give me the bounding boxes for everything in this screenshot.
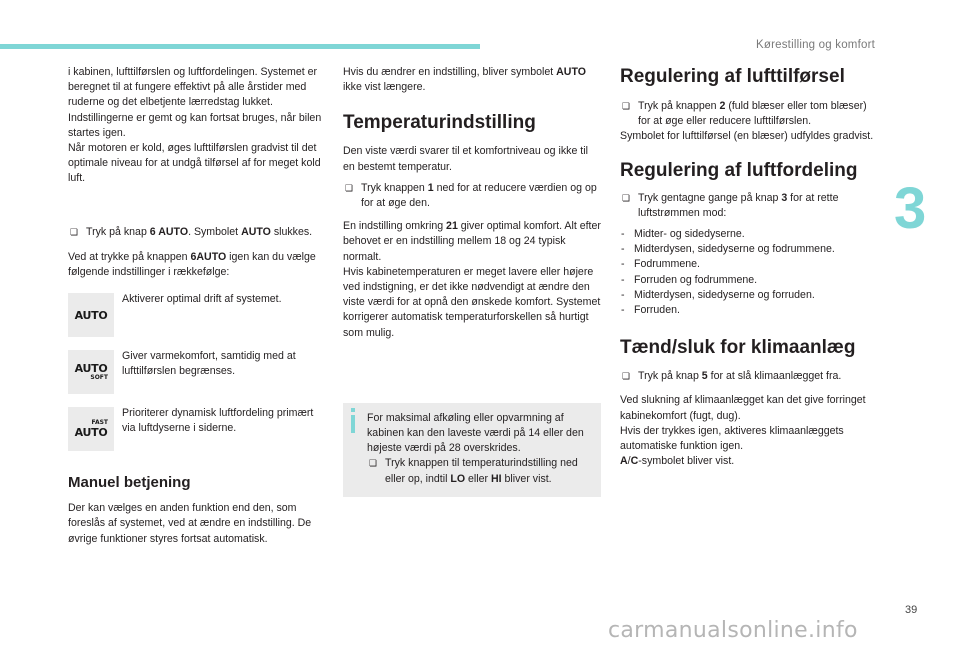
ac-symbol-text: A/C-symbolet bliver vist. xyxy=(620,455,735,468)
manual-text: Der kan vælges en anden funktion end den, som foreslås af systemet, ved at ændre en indstilling. De øvrige funktioner styres fortsat automatisk. xyxy=(68,502,312,545)
step-air: ❏ Tryk på knappen 2 (fuld blæser eller tom blæser) for at øge eller reducere lufttilførslen. xyxy=(622,100,867,128)
air-symbol-text: Symbolet for lufttilførsel (en blæser) udfyldes gradvist. xyxy=(620,130,874,143)
column-left xyxy=(68,65,326,547)
mode-auto xyxy=(68,292,326,337)
mode-description: Aktiverer optimal drift af systemet. xyxy=(122,293,282,306)
step-arrow-icon: ❏ xyxy=(70,226,79,237)
step-arrow-icon: ❏ xyxy=(622,371,631,382)
ac-heading: Tænd/sluk for klimaanlæg xyxy=(620,337,856,359)
auto-button-icon: AUTO xyxy=(68,293,114,337)
setting-text: En indstilling omkring 21 giver optimal komfort. Alt efter behovet er en indstilling mellem 18 og 24 typisk normalt. xyxy=(343,220,601,263)
list-item: - Midter- og sidedyserne. xyxy=(620,227,876,242)
page-number: 39 xyxy=(905,604,918,616)
info-text: For maksimal afkøling eller opvarmning af kabinen kan den laveste værdi på 14 eller den højeste værdi på 28 overskrides. xyxy=(367,411,584,455)
header-accent-bar xyxy=(0,44,480,49)
intro-text: i kabinen, lufttilførslen og luftfordelingen. Systemet er beregnet til at fungere effektivt på alle årstider med ruderne og det elbetjente lærredstag lukket. xyxy=(68,66,318,109)
dist-list xyxy=(620,227,876,318)
step-auto-off: ❏ Tryk på knap 6 AUTO. Symbolet AUTO slukkes. xyxy=(68,225,326,240)
step-arrow-icon: ❏ xyxy=(345,182,354,193)
info-step: ❏ Tryk knappen til temperaturindstilling ned eller op, indtil LO eller HI bliver vist. xyxy=(369,457,578,485)
list-item: - Fodrummene. xyxy=(620,257,876,272)
info-box xyxy=(343,403,601,497)
cold-text: Når motoren er kold, øges lufttilførslen gradvist til det optimale niveau for at undgå tilførsel af for meget kold luft. xyxy=(68,142,321,185)
column-middle xyxy=(343,65,601,497)
step-temp: ❏ Tryk knappen 1 ned for at reducere værdien og op for at øge den. xyxy=(345,181,597,210)
auto-fast-button-icon: FAST AUTO xyxy=(68,407,114,451)
info-icon xyxy=(351,415,355,433)
mode-auto-soft xyxy=(68,349,326,394)
dist-heading: Regulering af luftfordeling xyxy=(620,159,858,181)
step-dist: ❏ Tryk gentagne gange på knap 3 for at rette luftstrømmen mod: xyxy=(622,191,839,219)
list-item: - Forruden og fodrummene. xyxy=(620,273,876,288)
change-text: Hvis du ændrer en indstilling, bliver symbolet AUTO ikke vist længere. xyxy=(343,66,586,94)
list-item: - Midterdysen, sidedyserne og fodrummene. xyxy=(620,242,876,257)
step-arrow-icon: ❏ xyxy=(369,458,378,469)
list-item: - Forruden. xyxy=(620,303,876,318)
press-again-text: Ved at trykke på knappen 6AUTO igen kan du vælge følgende indstillinger i rækkefølge: xyxy=(68,250,316,279)
temp-text: Den viste værdi svarer til et komfortniveau og ikke til en bestemt temperatur. xyxy=(343,145,588,173)
step-arrow-icon: ❏ xyxy=(622,101,631,111)
temp-heading: Temperaturindstilling xyxy=(343,112,536,134)
air-heading: Regulering af lufttilførsel xyxy=(620,66,845,87)
cabin-text: Hvis kabinetemperaturen er meget lavere eller højere ved indstigning, er det ikke nødvendigt at ændre den viste værdi for at opnå den ønskede komfort. Systemet korrigerer automatisk temperaturforskellen så hurtigt som mulig. xyxy=(343,265,601,339)
chapter-number: 3 xyxy=(894,176,927,241)
section-title: Kørestilling og komfort xyxy=(756,39,875,51)
mode-description: Giver varmekomfort, samtidig med at lufttilførslen begrænses. xyxy=(122,350,296,378)
auto-soft-button-icon: AUTO SOFT xyxy=(68,350,114,394)
mode-auto-fast xyxy=(68,406,326,451)
step-arrow-icon: ❏ xyxy=(622,192,631,203)
mode-description: Prioriterer dynamisk luftfordeling primært via luftdyserne i siderne. xyxy=(122,407,314,435)
watermark: carmanualsonline.info xyxy=(608,618,858,643)
column-right xyxy=(620,65,876,469)
manual-heading: Manuel betjening xyxy=(68,474,191,492)
ac-off-text: Ved slukning af klimaanlægget kan det give forringet kabinekomfort (fugt, dug). xyxy=(620,394,866,422)
ac-again-text: Hvis der trykkes igen, aktiveres klimaanlæggets automatiske funktion igen. xyxy=(620,424,844,453)
list-item: - Midterdysen, sidedyserne og forruden. xyxy=(620,288,876,303)
step-ac: ❏ Tryk på knap 5 for at slå klimaanlægget fra. xyxy=(620,369,876,384)
stored-text: Indstillingerne er gemt og kan fortsat bruges, når bilen startes igen. xyxy=(68,111,322,139)
